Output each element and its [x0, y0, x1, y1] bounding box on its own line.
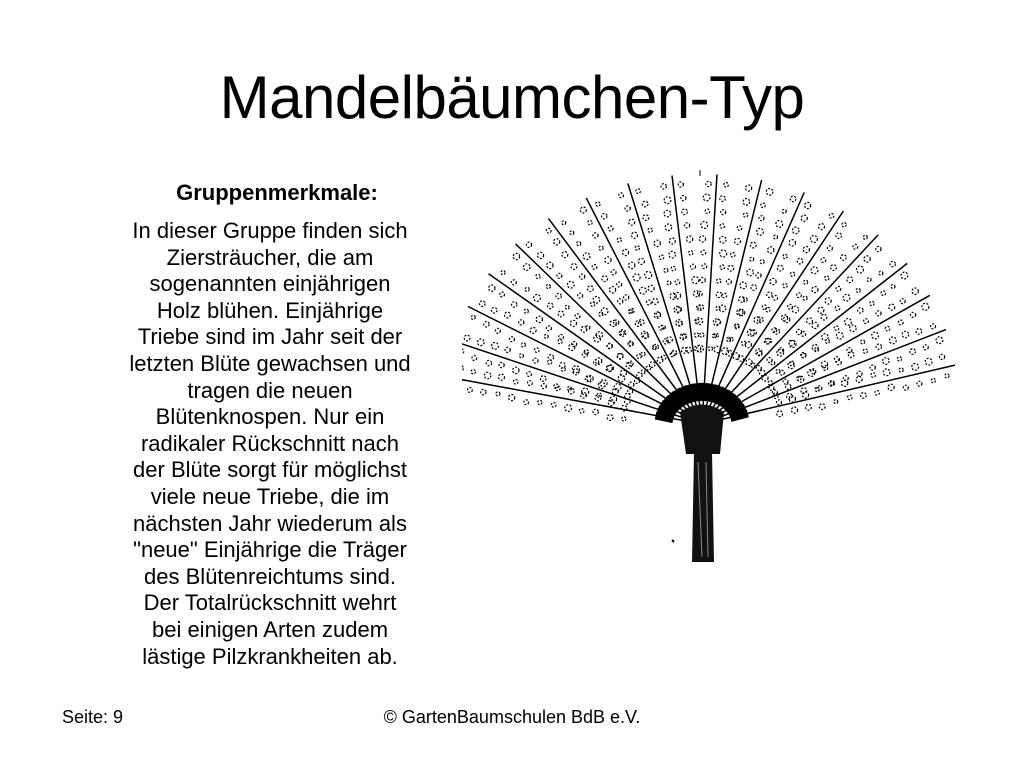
copyright-footer [0, 707, 1024, 728]
shrub-illustration [462, 162, 982, 572]
body-line: lästige Pilzkrankheiten ab. [142, 643, 398, 669]
body-line: letzten Blüte gewachsen und [129, 350, 411, 376]
slide-title: Mandelbäumchen-Typ [219, 64, 805, 131]
body-line: In dieser Gruppe finden sich [132, 218, 408, 243]
section-heading: Gruppenmerkmale: [176, 180, 378, 205]
shrub-trunk [680, 405, 724, 563]
body-line: "neue" Einjährige die Träger [133, 537, 407, 563]
text-block [84, 180, 470, 686]
body-line: Triebe sind im Jahr seit der [137, 324, 403, 350]
body-line: des Blütenreichtums sind. [144, 563, 396, 589]
body-line: Blütenknospen. Nur ein [155, 404, 385, 430]
body-line: viele neue Triebe, die im [150, 483, 390, 509]
body-line: tragen die neuen [187, 377, 353, 403]
body-line: Der Totalrückschnitt wehrt [143, 590, 397, 616]
body-line: sogenannten einjährigen [149, 271, 391, 297]
body-line: nächsten Jahr wiederum als [133, 510, 407, 536]
page-number: Seite: 9 [62, 707, 124, 727]
copyright-text: © GartenBaumschulen BdB e.V. [383, 707, 641, 727]
body-line: radikaler Rückschnitt nach [140, 430, 399, 456]
body-line: bei einigen Arten zudem [151, 616, 389, 642]
body-line: Ziersträucher, die am [166, 244, 374, 270]
body-text [84, 218, 456, 670]
body-line: Holz blühen. Einjährige [156, 297, 384, 323]
body-line: der Blüte sorgt für möglichst [133, 457, 407, 483]
